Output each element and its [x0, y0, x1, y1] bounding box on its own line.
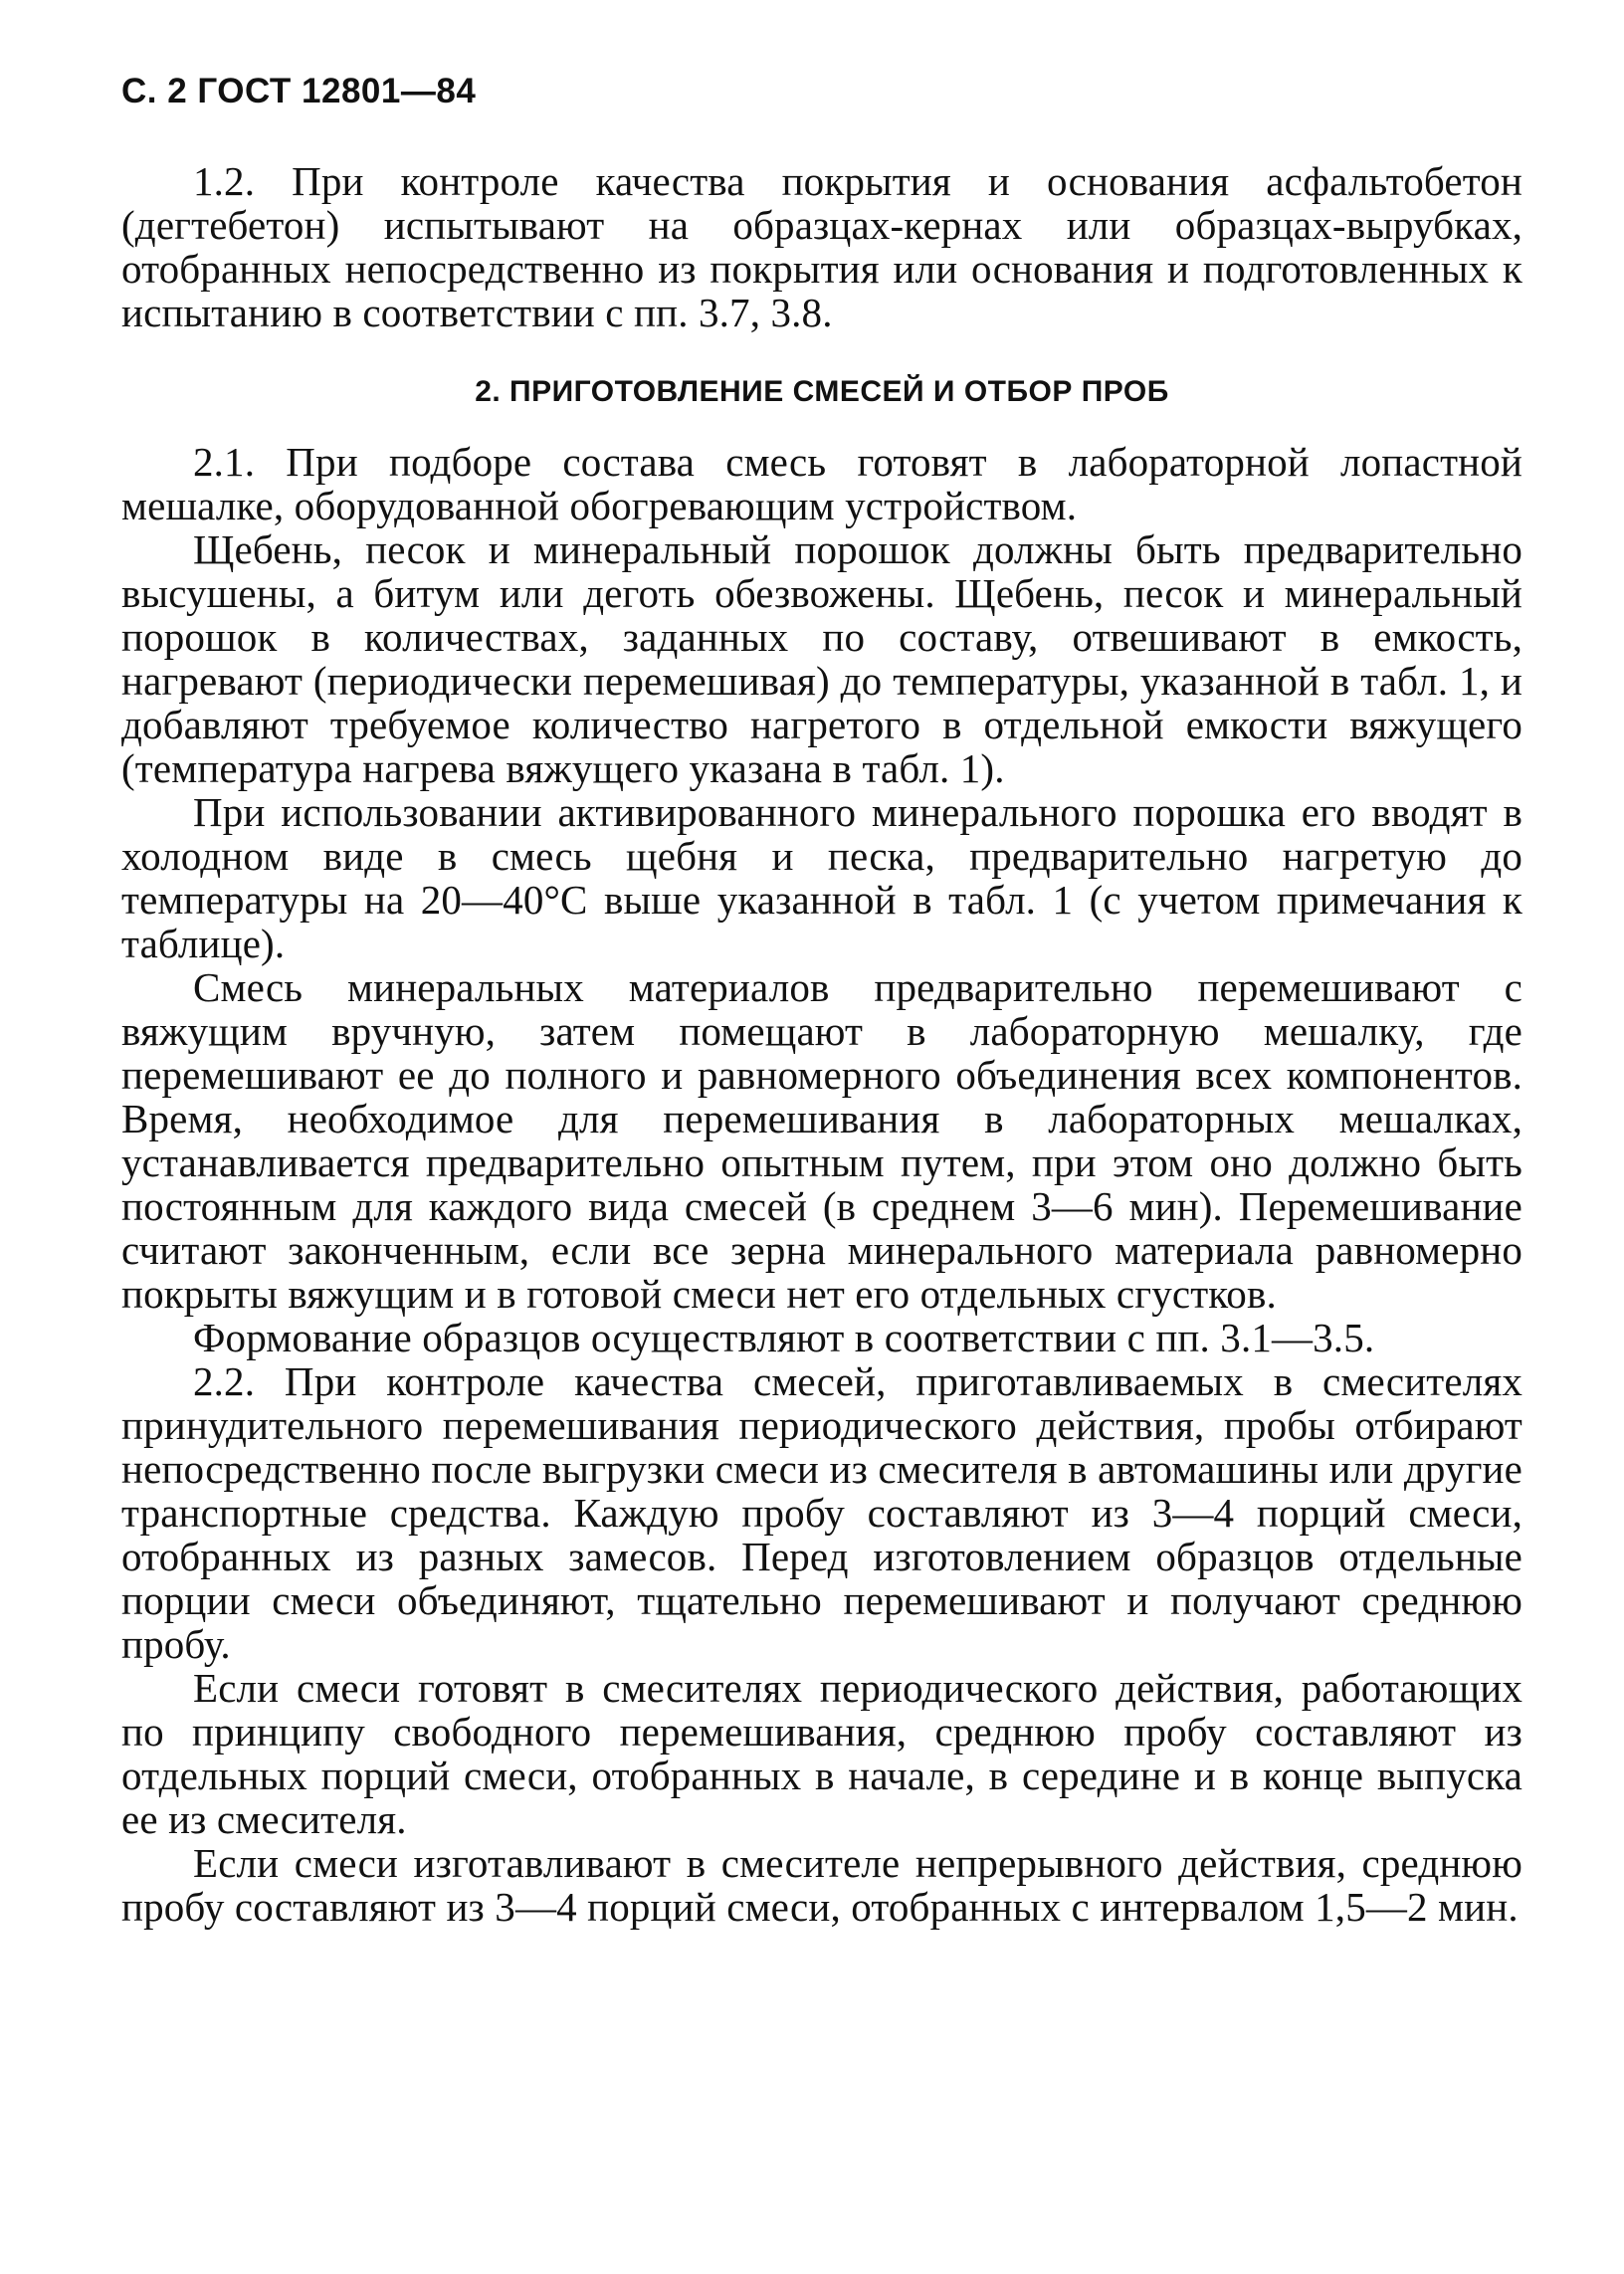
paragraph-2-2-free-mixing: Если смеси готовят в смесителях периодического действия, работающих по принципу свободного перемешивания, среднюю пробу составляют из отдельных порций смеси, отобранных в начале, в середине и в конце выпуска ее из смесителя. — [121, 1665, 1522, 1842]
paragraph-2-2-continuous: Если смеси изготавливают в смесителе непрерывного действия, среднюю пробу составляют из 3—4 порций смеси, отобранных с интервалом 1,5—2 мин. — [121, 1840, 1522, 1930]
paragraph-2-1: 2.1. При подборе состава смесь готовят в лабораторной лопастной мешалке, оборудованной обогревающим устройством. — [121, 439, 1522, 528]
paragraph-2-1-mixing: Смесь минеральных материалов предварительно перемешивают с вяжущим вручную, затем помещают в лабораторную мешалку, где перемешивают ее до полного и равномерного объединения всех компонентов. Время, необходимое для перемешивания в лабораторных мешалках, устанавливается предварительно опытным путем, при этом оно должно быть постоянным для каждого вида смесей (в среднем 3—6 мин). Перемешивание считают законченным, если все зерна минерального материала равномерно покрыты вяжущим и в готовой смеси нет его отдельных сгустков. — [121, 964, 1522, 1317]
paragraph-2-1-forming: Формование образцов осуществляют в соответствии с пп. 3.1—3.5. — [193, 1315, 1375, 1360]
paragraph-2-2: 2.2. При контроле качества смесей, приготавливаемых в смесителях принудительного перемешивания периодического действия, пробы отбирают непосредственно после выгрузки смеси из смесителя в автомашины или другие транспортные средства. Каждую пробу составляют из 3—4 порций смеси, отобранных из разных замесов. Перед изготовлением образцов отдельные порции смеси объединяют, тщательно перемешивают и получают среднюю пробу. — [121, 1358, 1522, 1667]
paragraph-2-1-activated-powder: При использовании активированного минерального порошка его вводят в холодном виде в смесь щебня и песка, предварительно нагретую до температуры на 20—40°С выше указанной в табл. 1 (с учетом примечания к таблице). — [121, 789, 1522, 966]
running-header: С. 2 ГОСТ 12801—84 — [121, 72, 477, 110]
page-body — [121, 159, 1522, 1929]
paragraph-1-2: 1.2. При контроле качества покрытия и основания асфальтобетон (дегтебетон) испытывают на образцах-кернах или образцах-вырубках, отобранных непосредственно из покрытия или основания и подготовленных к испытанию в соответствии с пп. 3.7, 3.8. — [121, 158, 1522, 335]
paragraph-2-1-drying: Щебень, песок и минеральный порошок должны быть предварительно высушены, а битум или деготь обезвожены. Щебень, песок и минеральный порошок в количествах, заданных по составу, отвешивают в емкость, нагревают (периодически перемешивая) до температуры, указанной в табл. 1, и добавляют требуемое количество нагретого в отдельной емкости вяжущего (температура нагрева вяжущего указана в табл. 1). — [121, 526, 1522, 791]
section-2-heading: 2. ПРИГОТОВЛЕНИЕ СМЕСЕЙ И ОТБОР ПРОБ — [475, 375, 1169, 408]
